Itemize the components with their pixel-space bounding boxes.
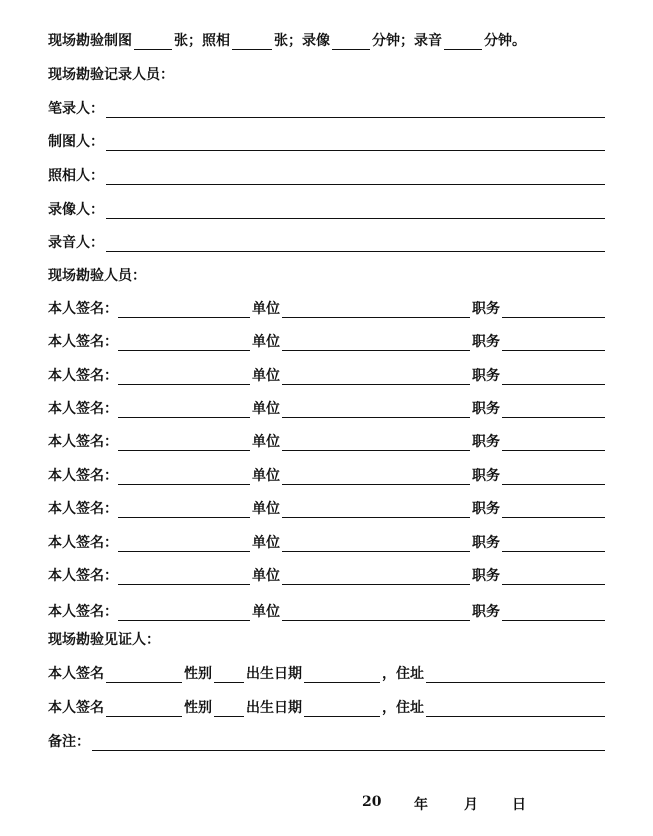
remarks-field[interactable] [92, 734, 605, 751]
recorder-label: 照相人： [48, 168, 104, 184]
investigator-duty-field[interactable] [502, 434, 605, 451]
witness-birth-label: 出生日期 [246, 700, 302, 716]
investigator-sign-label: 本人签名： [48, 468, 118, 484]
recorder-label: 笔录人： [48, 101, 104, 117]
investigator-unit-label: 单位 [252, 434, 280, 450]
investigator-row [48, 532, 605, 552]
recorder-field[interactable] [106, 235, 605, 252]
witness-gender-field[interactable] [214, 700, 244, 717]
investigator-unit-field[interactable] [282, 301, 470, 318]
header-video-label: 张；录像 [274, 33, 330, 49]
date-month-label: 月 [464, 797, 478, 813]
investigator-duty-field[interactable] [502, 401, 605, 418]
investigator-duty-field[interactable] [502, 604, 605, 621]
witness-row [48, 663, 605, 683]
investigator-duty-label: 职务 [472, 401, 500, 417]
investigator-unit-label: 单位 [252, 468, 280, 484]
witness-title-text: 现场勘验见证人： [48, 632, 160, 648]
witness-addr-field[interactable] [426, 666, 605, 683]
investigator-row [48, 431, 605, 451]
investigator-row [48, 331, 605, 351]
investigator-unit-field[interactable] [282, 568, 470, 585]
witness-addr-label: ，住址 [382, 666, 424, 682]
investigator-duty-label: 职务 [472, 535, 500, 551]
recorder-row [48, 98, 605, 118]
investigator-unit-label: 单位 [252, 334, 280, 350]
witness-row [48, 697, 605, 717]
investigator-unit-field[interactable] [282, 501, 470, 518]
witness-sign-field[interactable] [106, 666, 182, 683]
investigator-unit-label: 单位 [252, 368, 280, 384]
investigator-sign-field[interactable] [118, 301, 250, 318]
investigator-unit-label: 单位 [252, 568, 280, 584]
investigator-unit-label: 单位 [252, 535, 280, 551]
investigators-title [48, 265, 605, 285]
investigator-sign-label: 本人签名： [48, 401, 118, 417]
investigator-duty-field[interactable] [502, 468, 605, 485]
investigator-duty-label: 职务 [472, 604, 500, 620]
recorders-title-text: 现场勘验记录人员： [48, 67, 174, 83]
recorder-label: 录像人： [48, 202, 104, 218]
witness-sign-label: 本人签名 [48, 700, 104, 716]
investigator-sign-field[interactable] [118, 535, 250, 552]
investigator-duty-label: 职务 [472, 501, 500, 517]
investigator-sign-label: 本人签名： [48, 604, 118, 620]
header-minutes-end: 分钟。 [484, 33, 526, 49]
recorder-field[interactable] [106, 101, 605, 118]
investigator-duty-label: 职务 [472, 301, 500, 317]
witness-addr-label: ，住址 [382, 700, 424, 716]
recorder-field[interactable] [106, 202, 605, 219]
witness-addr-field[interactable] [426, 700, 605, 717]
recorder-row [48, 131, 605, 151]
investigator-duty-field[interactable] [502, 368, 605, 385]
date-day-label: 日 [512, 797, 526, 813]
investigator-row [48, 398, 605, 418]
investigator-row [48, 365, 605, 385]
recorder-row [48, 232, 605, 252]
investigator-sign-label: 本人签名： [48, 568, 118, 584]
recorder-row [48, 199, 605, 219]
investigator-duty-field[interactable] [502, 301, 605, 318]
witness-sign-field[interactable] [106, 700, 182, 717]
investigator-sign-label: 本人签名： [48, 301, 118, 317]
investigator-unit-label: 单位 [252, 401, 280, 417]
investigator-sign-field[interactable] [118, 401, 250, 418]
video-minutes-field[interactable] [332, 33, 370, 50]
investigator-row [48, 601, 605, 621]
investigator-sign-field[interactable] [118, 334, 250, 351]
investigator-row [48, 298, 605, 318]
recorder-label: 录音人： [48, 235, 104, 251]
witness-birth-field[interactable] [304, 666, 380, 683]
date-year-prefix: 20 [362, 794, 382, 810]
recorders-title [48, 64, 605, 84]
investigator-sign-field[interactable] [118, 568, 250, 585]
recorder-field[interactable] [106, 168, 605, 185]
witness-title [48, 629, 605, 649]
investigator-unit-label: 单位 [252, 501, 280, 517]
investigator-unit-field[interactable] [282, 401, 470, 418]
investigator-duty-label: 职务 [472, 468, 500, 484]
recorder-label: 制图人： [48, 134, 104, 150]
investigator-sign-label: 本人签名： [48, 535, 118, 551]
header-line [48, 30, 605, 50]
investigator-unit-label: 单位 [252, 604, 280, 620]
date-year-label: 年 [414, 797, 428, 813]
investigator-unit-field[interactable] [282, 434, 470, 451]
investigator-sign-label: 本人签名： [48, 368, 118, 384]
investigator-sign-field[interactable] [118, 604, 250, 621]
witness-birth-field[interactable] [304, 700, 380, 717]
investigator-sign-field[interactable] [118, 368, 250, 385]
investigator-unit-label: 单位 [252, 301, 280, 317]
investigator-sign-label: 本人签名： [48, 501, 118, 517]
investigator-row [48, 498, 605, 518]
investigator-sign-field[interactable] [118, 434, 250, 451]
header-audio-label: 分钟；录音 [372, 33, 442, 49]
investigators-title-text: 现场勘验人员： [48, 268, 146, 284]
recorder-row [48, 165, 605, 185]
recorder-field[interactable] [106, 134, 605, 151]
investigator-duty-label: 职务 [472, 368, 500, 384]
investigator-unit-field[interactable] [282, 334, 470, 351]
witness-birth-label: 出生日期 [246, 666, 302, 682]
witness-gender-label: 性别 [184, 700, 212, 716]
witness-gender-label: 性别 [184, 666, 212, 682]
investigator-sign-label: 本人签名： [48, 434, 118, 450]
remarks-label: 备注： [48, 734, 90, 750]
investigator-sign-label: 本人签名： [48, 334, 118, 350]
audio-minutes-field[interactable] [444, 33, 482, 50]
investigator-duty-label: 职务 [472, 568, 500, 584]
investigator-unit-field[interactable] [282, 468, 470, 485]
investigator-duty-label: 职务 [472, 334, 500, 350]
investigator-unit-field[interactable] [282, 604, 470, 621]
investigator-duty-field[interactable] [502, 568, 605, 585]
investigator-unit-field[interactable] [282, 368, 470, 385]
witness-sign-label: 本人签名 [48, 666, 104, 682]
photo-count-field[interactable] [232, 33, 272, 50]
investigator-duty-field[interactable] [502, 334, 605, 351]
investigator-row [48, 565, 605, 585]
header-photo-label: 张；照相 [174, 33, 230, 49]
header-drawing-label: 现场勘验制图 [48, 33, 132, 49]
investigator-sign-field[interactable] [118, 468, 250, 485]
investigator-sign-field[interactable] [118, 501, 250, 518]
investigator-row [48, 465, 605, 485]
drawing-count-field[interactable] [134, 33, 172, 50]
investigator-duty-label: 职务 [472, 434, 500, 450]
witness-gender-field[interactable] [214, 666, 244, 683]
investigator-duty-field[interactable] [502, 501, 605, 518]
remarks-row [48, 731, 605, 751]
investigator-unit-field[interactable] [282, 535, 470, 552]
investigator-duty-field[interactable] [502, 535, 605, 552]
